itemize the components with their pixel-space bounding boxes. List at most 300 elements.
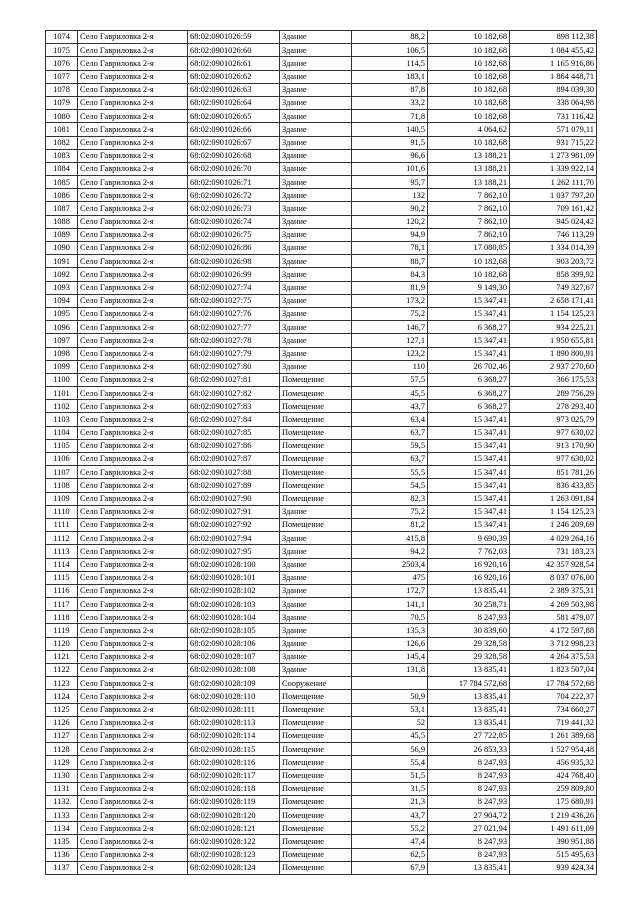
table-row	[46, 162, 597, 175]
specific-value-cell: 13 188,21	[428, 176, 510, 189]
table-row	[46, 294, 597, 307]
area-cell: 21,3	[352, 795, 428, 808]
settlement-name-cell: Село Гавриловка 2-я	[78, 624, 188, 637]
cadastral-number-cell: 68:02:0901027:88	[188, 466, 280, 479]
object-type-cell: Помещение	[280, 387, 352, 400]
table-row	[46, 861, 597, 874]
specific-value-cell: 8 247,93	[428, 611, 510, 624]
row-number-cell: 1101	[46, 387, 78, 400]
table-row	[46, 505, 597, 518]
specific-value-cell: 13 188,21	[428, 162, 510, 175]
specific-value-cell: 27 904,72	[428, 809, 510, 822]
row-number-cell: 1110	[46, 505, 78, 518]
cadastral-number-cell: 68:02:0901028:103	[188, 598, 280, 611]
specific-value-cell: 16 920,16	[428, 571, 510, 584]
area-cell: 75,2	[352, 505, 428, 518]
area-cell: 91,5	[352, 136, 428, 149]
cadastral-number-cell: 68:02:0901028:105	[188, 624, 280, 637]
settlement-name-cell: Село Гавриловка 2-я	[78, 373, 188, 386]
area-cell: 415,8	[352, 532, 428, 545]
cadastral-value-cell: 3 712 998,23	[510, 637, 597, 650]
row-number-cell: 1093	[46, 281, 78, 294]
area-cell: 54,5	[352, 479, 428, 492]
settlement-name-cell: Село Гавриловка 2-я	[78, 439, 188, 452]
cadastral-number-cell: 68:02:0901027:89	[188, 479, 280, 492]
object-type-cell: Здание	[280, 334, 352, 347]
specific-value-cell: 13 835,41	[428, 584, 510, 597]
specific-value-cell: 27 021,94	[428, 822, 510, 835]
cadastral-number-cell: 68:02:0901027:74	[188, 281, 280, 294]
settlement-name-cell: Село Гавриловка 2-я	[78, 769, 188, 782]
specific-value-cell: 13 835,41	[428, 861, 510, 874]
area-cell: 84,3	[352, 268, 428, 281]
settlement-name-cell: Село Гавриловка 2-я	[78, 677, 188, 690]
specific-value-cell: 15 347,41	[428, 426, 510, 439]
area-cell: 45,5	[352, 729, 428, 742]
cadastral-value-cell: 175 680,91	[510, 795, 597, 808]
cadastral-number-cell: 68:02:0901026:66	[188, 123, 280, 136]
row-number-cell: 1125	[46, 703, 78, 716]
cadastral-number-cell: 68:02:0901028:116	[188, 756, 280, 769]
specific-value-cell: 7 762,03	[428, 545, 510, 558]
object-type-cell: Здание	[280, 624, 352, 637]
object-type-cell: Здание	[280, 189, 352, 202]
table-row	[46, 83, 597, 96]
object-type-cell: Здание	[280, 347, 352, 360]
area-cell: 31,5	[352, 782, 428, 795]
cadastral-value-cell: 1 154 125,23	[510, 307, 597, 320]
cadastral-value-cell: 1 950 655,81	[510, 334, 597, 347]
cadastral-value-cell: 42 357 928,54	[510, 558, 597, 571]
specific-value-cell: 7 862,10	[428, 215, 510, 228]
table-row	[46, 492, 597, 505]
table-row	[46, 835, 597, 848]
table-row	[46, 202, 597, 215]
table-row	[46, 848, 597, 861]
row-number-cell: 1112	[46, 532, 78, 545]
area-cell: 475	[352, 571, 428, 584]
settlement-name-cell: Село Гавриловка 2-я	[78, 123, 188, 136]
row-number-cell: 1079	[46, 96, 78, 109]
table-row	[46, 347, 597, 360]
object-type-cell: Сооружение	[280, 677, 352, 690]
specific-value-cell: 15 347,41	[428, 505, 510, 518]
specific-value-cell: 30 839,60	[428, 624, 510, 637]
specific-value-cell: 13 835,41	[428, 716, 510, 729]
object-type-cell: Помещение	[280, 822, 352, 835]
cadastral-number-cell: 68:02:0901027:84	[188, 413, 280, 426]
row-number-cell: 1129	[46, 756, 78, 769]
cadastral-value-cell: 1 219 436,26	[510, 809, 597, 822]
row-number-cell: 1092	[46, 268, 78, 281]
cadastral-value-cell: 1 262 111,70	[510, 176, 597, 189]
area-cell: 55,2	[352, 822, 428, 835]
row-number-cell: 1136	[46, 848, 78, 861]
specific-value-cell: 15 347,41	[428, 294, 510, 307]
cadastral-value-cell: 571 079,11	[510, 123, 597, 136]
row-number-cell: 1123	[46, 677, 78, 690]
cadastral-value-cell: 1 334 014,39	[510, 242, 597, 255]
area-cell: 90,2	[352, 202, 428, 215]
cadastral-number-cell: 68:02:0901026:75	[188, 228, 280, 241]
table-row	[46, 466, 597, 479]
specific-value-cell: 4 064,62	[428, 123, 510, 136]
cadastral-number-cell: 68:02:0901026:68	[188, 149, 280, 162]
specific-value-cell: 13 835,41	[428, 690, 510, 703]
row-number-cell: 1104	[46, 426, 78, 439]
cadastral-number-cell: 68:02:0901027:90	[188, 492, 280, 505]
row-number-cell: 1082	[46, 136, 78, 149]
row-number-cell: 1084	[46, 162, 78, 175]
cadastral-value-cell: 1 491 611,09	[510, 822, 597, 835]
area-cell: 123,2	[352, 347, 428, 360]
row-number-cell: 1113	[46, 545, 78, 558]
settlement-name-cell: Село Гавриловка 2-я	[78, 795, 188, 808]
table-row	[46, 360, 597, 373]
cadastral-value-cell: 973 025,79	[510, 413, 597, 426]
cadastral-number-cell: 68:02:0901028:107	[188, 650, 280, 663]
table-row	[46, 373, 597, 386]
table-row	[46, 782, 597, 795]
row-number-cell: 1089	[46, 228, 78, 241]
cadastral-number-cell: 68:02:0901026:62	[188, 70, 280, 83]
specific-value-cell: 8 247,93	[428, 835, 510, 848]
table-row	[46, 518, 597, 531]
settlement-name-cell: Село Гавриловка 2-я	[78, 466, 188, 479]
area-cell: 145,4	[352, 650, 428, 663]
area-cell: 126,6	[352, 637, 428, 650]
specific-value-cell: 10 182,68	[428, 57, 510, 70]
object-type-cell: Помещение	[280, 492, 352, 505]
cadastral-number-cell: 68:02:0901027:85	[188, 426, 280, 439]
settlement-name-cell: Село Гавриловка 2-я	[78, 294, 188, 307]
object-type-cell: Помещение	[280, 809, 352, 822]
object-type-cell: Здание	[280, 176, 352, 189]
specific-value-cell: 8 247,93	[428, 795, 510, 808]
cadastral-number-cell: 68:02:0901026:74	[188, 215, 280, 228]
cadastral-number-cell: 68:02:0901028:100	[188, 558, 280, 571]
object-type-cell: Здание	[280, 57, 352, 70]
area-cell: 56,9	[352, 743, 428, 756]
settlement-name-cell: Село Гавриловка 2-я	[78, 413, 188, 426]
area-cell: 70,5	[352, 611, 428, 624]
table-row	[46, 545, 597, 558]
row-number-cell: 1078	[46, 83, 78, 96]
cadastral-number-cell: 68:02:0901027:94	[188, 532, 280, 545]
specific-value-cell: 13 835,41	[428, 703, 510, 716]
specific-value-cell: 26 853,33	[428, 743, 510, 756]
object-type-cell: Здание	[280, 268, 352, 281]
object-type-cell: Здание	[280, 505, 352, 518]
settlement-name-cell: Село Гавриловка 2-я	[78, 598, 188, 611]
table-row	[46, 215, 597, 228]
specific-value-cell: 30 258,71	[428, 598, 510, 611]
object-type-cell: Здание	[280, 637, 352, 650]
object-type-cell: Здание	[280, 149, 352, 162]
settlement-name-cell: Село Гавриловка 2-я	[78, 584, 188, 597]
cadastral-number-cell: 68:02:0901027:77	[188, 321, 280, 334]
table-row	[46, 795, 597, 808]
row-number-cell: 1116	[46, 584, 78, 597]
table-row	[46, 426, 597, 439]
table-row	[46, 242, 597, 255]
row-number-cell: 1077	[46, 70, 78, 83]
area-cell: 45,5	[352, 387, 428, 400]
area-cell: 59,5	[352, 439, 428, 452]
specific-value-cell: 8 247,93	[428, 769, 510, 782]
cadastral-number-cell: 68:02:0901028:111	[188, 703, 280, 716]
specific-value-cell: 15 347,41	[428, 453, 510, 466]
object-type-cell: Помещение	[280, 413, 352, 426]
area-cell: 55,4	[352, 756, 428, 769]
cadastral-value-cell: 4 029 264,16	[510, 532, 597, 545]
table-row	[46, 307, 597, 320]
table-row	[46, 136, 597, 149]
row-number-cell: 1120	[46, 637, 78, 650]
cadastral-number-cell: 68:02:0901027:79	[188, 347, 280, 360]
cadastral-value-cell: 977 630,02	[510, 426, 597, 439]
settlement-name-cell: Село Гавриловка 2-я	[78, 149, 188, 162]
cadastral-value-cell: 898 112,38	[510, 31, 597, 44]
settlement-name-cell: Село Гавриловка 2-я	[78, 729, 188, 742]
table-body	[46, 31, 597, 875]
specific-value-cell: 9 149,30	[428, 281, 510, 294]
settlement-name-cell: Село Гавриловка 2-я	[78, 809, 188, 822]
row-number-cell: 1094	[46, 294, 78, 307]
object-type-cell: Здание	[280, 228, 352, 241]
cadastral-number-cell: 68:02:0901028:101	[188, 571, 280, 584]
table-row	[46, 281, 597, 294]
area-cell: 75,2	[352, 307, 428, 320]
object-type-cell: Здание	[280, 255, 352, 268]
cadastral-number-cell: 68:02:0901028:104	[188, 611, 280, 624]
area-cell: 140,5	[352, 123, 428, 136]
settlement-name-cell: Село Гавриловка 2-я	[78, 334, 188, 347]
area-cell: 81,2	[352, 518, 428, 531]
table-row	[46, 756, 597, 769]
table-row	[46, 96, 597, 109]
table-row	[46, 769, 597, 782]
object-type-cell: Помещение	[280, 703, 352, 716]
area-cell: 87,8	[352, 83, 428, 96]
table-row	[46, 571, 597, 584]
cadastral-value-cell: 931 715,22	[510, 136, 597, 149]
row-number-cell: 1099	[46, 360, 78, 373]
row-number-cell: 1132	[46, 795, 78, 808]
row-number-cell: 1083	[46, 149, 78, 162]
object-type-cell: Помещение	[280, 479, 352, 492]
settlement-name-cell: Село Гавриловка 2-я	[78, 756, 188, 769]
cadastral-value-cell: 278 293,40	[510, 400, 597, 413]
area-cell: 106,5	[352, 44, 428, 57]
row-number-cell: 1096	[46, 321, 78, 334]
object-type-cell: Помещение	[280, 729, 352, 742]
cadastral-value-cell: 1 246 209,69	[510, 518, 597, 531]
row-number-cell: 1135	[46, 835, 78, 848]
specific-value-cell: 6 368,27	[428, 400, 510, 413]
object-type-cell: Помещение	[280, 466, 352, 479]
cadastral-value-cell: 1 890 800,91	[510, 347, 597, 360]
settlement-name-cell: Село Гавриловка 2-я	[78, 83, 188, 96]
cadastral-number-cell: 68:02:0901027:78	[188, 334, 280, 347]
specific-value-cell: 17 784 572,68	[428, 677, 510, 690]
area-cell: 183,1	[352, 70, 428, 83]
table-row	[46, 624, 597, 637]
cadastral-number-cell: 68:02:0901028:102	[188, 584, 280, 597]
settlement-name-cell: Село Гавриловка 2-я	[78, 479, 188, 492]
row-number-cell: 1106	[46, 453, 78, 466]
cadastral-value-cell: 1 864 448,71	[510, 70, 597, 83]
settlement-name-cell: Село Гавриловка 2-я	[78, 176, 188, 189]
area-cell: 82,3	[352, 492, 428, 505]
specific-value-cell: 29 328,58	[428, 637, 510, 650]
cadastral-value-cell: 1 037 797,20	[510, 189, 597, 202]
table-row	[46, 70, 597, 83]
cadastral-number-cell: 68:02:0901027:87	[188, 453, 280, 466]
table-row	[46, 44, 597, 57]
area-cell: 81,9	[352, 281, 428, 294]
object-type-cell: Здание	[280, 110, 352, 123]
area-cell: 33,2	[352, 96, 428, 109]
cadastral-value-cell: 390 951,88	[510, 835, 597, 848]
table-row	[46, 439, 597, 452]
area-cell: 52	[352, 716, 428, 729]
row-number-cell: 1133	[46, 809, 78, 822]
row-number-cell: 1074	[46, 31, 78, 44]
cadastral-number-cell: 68:02:0901028:109	[188, 677, 280, 690]
object-type-cell: Здание	[280, 281, 352, 294]
cadastral-value-table	[45, 30, 597, 875]
settlement-name-cell: Село Гавриловка 2-я	[78, 202, 188, 215]
cadastral-number-cell: 68:02:0901026:59	[188, 31, 280, 44]
cadastral-value-cell: 719 441,32	[510, 716, 597, 729]
cadastral-number-cell: 68:02:0901028:117	[188, 769, 280, 782]
table-row	[46, 532, 597, 545]
row-number-cell: 1108	[46, 479, 78, 492]
cadastral-value-cell: 709 161,42	[510, 202, 597, 215]
row-number-cell: 1124	[46, 690, 78, 703]
object-type-cell: Здание	[280, 242, 352, 255]
object-type-cell: Здание	[280, 136, 352, 149]
specific-value-cell: 7 862,10	[428, 189, 510, 202]
cadastral-value-cell: 456 935,32	[510, 756, 597, 769]
cadastral-number-cell: 68:02:0901027:91	[188, 505, 280, 518]
table-row	[46, 822, 597, 835]
cadastral-number-cell: 68:02:0901028:119	[188, 795, 280, 808]
cadastral-number-cell: 68:02:0901026:98	[188, 255, 280, 268]
area-cell: 141,1	[352, 598, 428, 611]
settlement-name-cell: Село Гавриловка 2-я	[78, 703, 188, 716]
cadastral-number-cell: 68:02:0901026:60	[188, 44, 280, 57]
object-type-cell: Здание	[280, 650, 352, 663]
object-type-cell: Здание	[280, 96, 352, 109]
cadastral-number-cell: 68:02:0901026:99	[188, 268, 280, 281]
settlement-name-cell: Село Гавриловка 2-я	[78, 532, 188, 545]
cadastral-number-cell: 68:02:0901027:95	[188, 545, 280, 558]
settlement-name-cell: Село Гавриловка 2-я	[78, 835, 188, 848]
settlement-name-cell: Село Гавриловка 2-я	[78, 545, 188, 558]
object-type-cell: Здание	[280, 321, 352, 334]
cadastral-value-cell: 731 183,23	[510, 545, 597, 558]
row-number-cell: 1111	[46, 518, 78, 531]
cadastral-number-cell: 68:02:0901026:63	[188, 83, 280, 96]
object-type-cell: Помещение	[280, 769, 352, 782]
cadastral-value-cell: 903 203,72	[510, 255, 597, 268]
row-number-cell: 1098	[46, 347, 78, 360]
area-cell: 131,8	[352, 664, 428, 677]
specific-value-cell: 10 182,68	[428, 110, 510, 123]
row-number-cell: 1114	[46, 558, 78, 571]
row-number-cell: 1121	[46, 650, 78, 663]
cadastral-value-cell: 17 784 572,68	[510, 677, 597, 690]
cadastral-value-cell: 4 172 597,88	[510, 624, 597, 637]
cadastral-number-cell: 68:02:0901027:75	[188, 294, 280, 307]
cadastral-number-cell: 68:02:0901026:64	[188, 96, 280, 109]
object-type-cell: Помещение	[280, 400, 352, 413]
table-row	[46, 716, 597, 729]
cadastral-value-cell: 1 339 922,14	[510, 162, 597, 175]
table-row	[46, 255, 597, 268]
settlement-name-cell: Село Гавриловка 2-я	[78, 57, 188, 70]
area-cell: 94,9	[352, 228, 428, 241]
cadastral-number-cell: 68:02:0901027:92	[188, 518, 280, 531]
area-cell: 62,5	[352, 848, 428, 861]
specific-value-cell: 8 247,93	[428, 782, 510, 795]
settlement-name-cell: Село Гавриловка 2-я	[78, 70, 188, 83]
area-cell: 50,9	[352, 690, 428, 703]
row-number-cell: 1085	[46, 176, 78, 189]
area-cell: 63,4	[352, 413, 428, 426]
specific-value-cell: 15 347,41	[428, 347, 510, 360]
cadastral-number-cell: 68:02:0901027:86	[188, 439, 280, 452]
table-row	[46, 611, 597, 624]
object-type-cell: Здание	[280, 360, 352, 373]
object-type-cell: Здание	[280, 611, 352, 624]
table-row	[46, 268, 597, 281]
cadastral-value-cell: 746 113,29	[510, 228, 597, 241]
area-cell: 57,5	[352, 373, 428, 386]
settlement-name-cell: Село Гавриловка 2-я	[78, 162, 188, 175]
row-number-cell: 1134	[46, 822, 78, 835]
settlement-name-cell: Село Гавриловка 2-я	[78, 505, 188, 518]
specific-value-cell: 10 182,68	[428, 44, 510, 57]
cadastral-value-cell: 338 064,98	[510, 96, 597, 109]
row-number-cell: 1117	[46, 598, 78, 611]
table-row	[46, 729, 597, 742]
area-cell: 101,6	[352, 162, 428, 175]
area-cell: 63,7	[352, 426, 428, 439]
cadastral-value-cell: 731 116,42	[510, 110, 597, 123]
table-row	[46, 228, 597, 241]
row-number-cell: 1137	[46, 861, 78, 874]
specific-value-cell: 17 080,85	[428, 242, 510, 255]
row-number-cell: 1075	[46, 44, 78, 57]
settlement-name-cell: Село Гавриловка 2-я	[78, 136, 188, 149]
area-cell: 88,2	[352, 31, 428, 44]
specific-value-cell: 16 920,16	[428, 558, 510, 571]
object-type-cell: Здание	[280, 83, 352, 96]
specific-value-cell: 6 368,27	[428, 387, 510, 400]
area-cell: 53,1	[352, 703, 428, 716]
specific-value-cell: 15 347,41	[428, 439, 510, 452]
settlement-name-cell: Село Гавриловка 2-я	[78, 189, 188, 202]
object-type-cell: Здание	[280, 598, 352, 611]
cadastral-value-cell: 704 222,37	[510, 690, 597, 703]
settlement-name-cell: Село Гавриловка 2-я	[78, 664, 188, 677]
area-cell: 127,1	[352, 334, 428, 347]
cadastral-value-cell: 851 781,26	[510, 466, 597, 479]
object-type-cell: Здание	[280, 664, 352, 677]
